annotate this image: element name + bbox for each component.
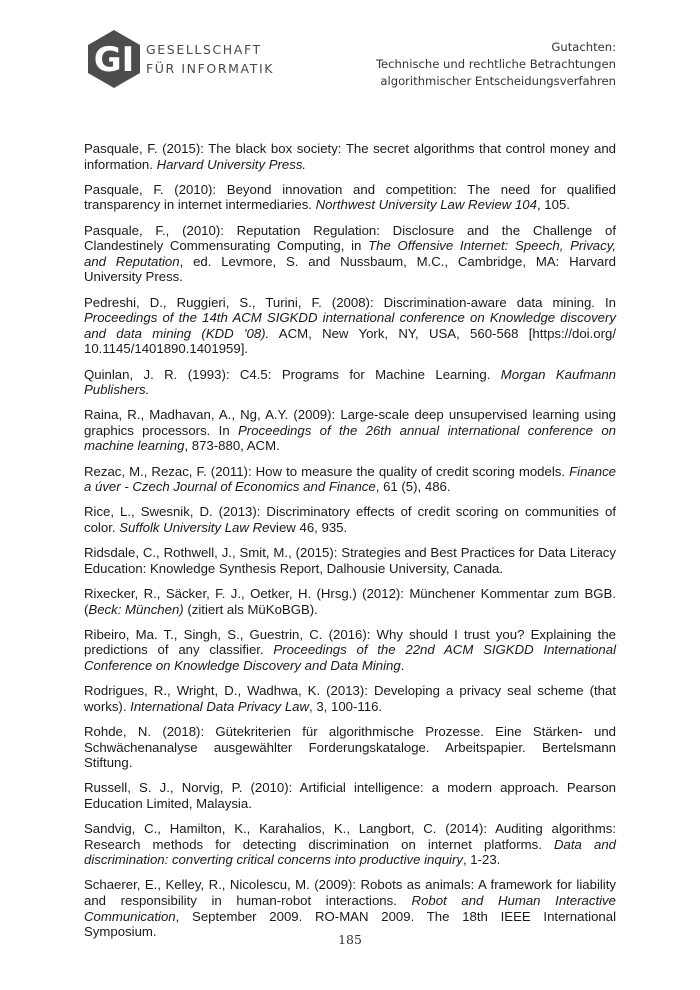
reference-entry <box>84 821 616 868</box>
reference-entry <box>84 627 616 674</box>
reference-entry <box>84 586 616 617</box>
reference-text: Russell, S. J., Norvig, P. (2010): Artificial intelligence: a modern approach. Pearson Education Limited, Malaysia. <box>84 780 616 811</box>
reference-text: ACM, New York, NY, USA, 560-568 [https://doi.org/ 10.1145/1401890.1401959]. <box>84 325 616 357</box>
reference-text: Pedreshi, D., Ruggieri, S., Turini, F. (2008): Discrimination-aware data mining. In <box>84 294 616 310</box>
reference-italic-text: Proceedings of the 14th ACM SIGKDD international conference on Knowledge discovery and data mining (KDD '08). <box>84 310 616 341</box>
gi-logo-mark <box>84 28 144 88</box>
reference-text: Pasquale, F., (2010): Reputation Regulation: Disclosure and the Challenge of Clandestinely Commensurating Computing, in <box>84 222 616 254</box>
reference-text: Rodrigues, R., Wright, D., Wadhwa, K. (2013): Developing a privacy seal scheme (that works). <box>84 683 616 714</box>
gi-logo <box>84 28 284 88</box>
doc-title-line: algorithmischer Entscheidungsverfahren <box>380 74 616 88</box>
reference-italic-text: Finance a úver - Czech Journal of Economics and Finance <box>84 463 616 495</box>
reference-text: (zitiert als MüKoBGB). <box>183 601 318 617</box>
doc-title-line: Technische und rechtliche Betrachtungen <box>375 57 616 71</box>
reference-entry <box>84 141 616 172</box>
reference-entry <box>84 683 616 714</box>
reference-text: . <box>400 657 405 673</box>
reference-italic-text: Morgan Kaufmann Publishers. <box>84 366 617 398</box>
reference-italic-text: Harvard University Press. <box>156 156 307 172</box>
reference-italic-text: Proceedings of the 26th annual international conference on machine learning <box>84 422 616 454</box>
reference-italic-text: Proceedings of the 22nd ACM SIGKDD International Conference on Knowledge Discovery and Data Mining <box>84 642 617 673</box>
svg-text:GI: GI <box>93 40 135 80</box>
reference-italic-text: Suffolk University Law Re <box>119 520 270 536</box>
document-title <box>376 39 616 90</box>
reference-italic-text: Robot and Human Interactive Communication <box>84 893 616 924</box>
reference-entry <box>84 464 616 495</box>
reference-text: Ribeiro, Ma. T., Singh, S., Guestrin, C. (2016): Why should I trust you? Explaining the predictions of any classifier. <box>84 626 616 658</box>
reference-italic-text: The Offensive Internet: Speech, Privacy, and Reputation <box>84 238 616 269</box>
reference-text: , 105. <box>536 197 570 213</box>
reference-entry <box>84 877 616 939</box>
reference-entry <box>84 182 616 213</box>
reference-text: Sandvig, C., Hamilton, K., Karahalios, K., Langbort, C. (2014): Auditing algorithms: Research methods for detecting discrimination on internet platforms. <box>84 821 616 852</box>
reference-text: , 3, 100-116. <box>309 698 383 714</box>
reference-entry <box>84 295 616 357</box>
doc-title-line: Gutachten: <box>551 40 616 54</box>
reference-entry <box>84 504 616 535</box>
reference-text: Rice, L., Swesnik, D. (2013): Discriminatory effects of credit scoring on communities of color. <box>84 504 616 536</box>
reference-text: Rezac, M., Rezac, F. (2011): How to measure the quality of credit scoring models. <box>84 463 570 479</box>
reference-text: Ridsdale, C., Rothwell, J., Smit, M., (2015): Strategies and Best Practices for Data Literacy Education: Knowledge Synthesis Report, Dalhousie University, Canada. <box>84 545 616 576</box>
reference-text: , September 2009. RO-MAN 2009. The 18th IEEE International Symposium. <box>84 908 616 940</box>
page-number: 185 <box>338 932 362 947</box>
reference-italic-text: Beck: München) <box>88 601 184 617</box>
reference-text: Schaerer, E., Kelley, R., Nicolescu, M. (2009): Robots as animals: A framework for liability and responsibility in human-robot interactions. <box>84 877 616 909</box>
reference-entry <box>84 780 616 811</box>
reference-text: Pasquale, F. (2015): The black box society: The secret algorithms that control money and information. <box>84 141 616 172</box>
reference-text: Rohde, N. (2018): Gütekriterien für algorithmische Prozesse. Eine Stärken- und Schwächenanalyse ausgewählter Forderungskataloge. Arbeitspapier. Bertelsmann Stiftung. <box>84 723 616 771</box>
reference-text: , 61 (5), 486. <box>375 479 451 495</box>
reference-entry <box>84 545 616 576</box>
reference-entry <box>84 724 616 771</box>
reference-list <box>84 141 616 949</box>
reference-text: view 46, 935. <box>269 520 348 536</box>
logo-line-2: FÜR INFORMATIK <box>146 61 275 76</box>
reference-text: Pasquale, F. (2010): Beyond innovation and competition: The need for qualified transparency in internet intermediaries. <box>84 181 616 213</box>
reference-italic-text: Northwest University Law Review 104 <box>315 197 537 213</box>
reference-text: Rixecker, R., Säcker, F. J., Oetker, H. (Hrsg.) (2012): Münchener Kommentar zum BGB. ( <box>84 586 616 617</box>
reference-italic-text: Data and discrimination: converting critical concerns into productive inquiry <box>84 836 616 868</box>
reference-text: Raina, R., Madhavan, A., Ng, A.Y. (2009): Large-scale deep unsupervised learning using graphics processors. In <box>84 407 616 438</box>
reference-text: , ed. Levmore, S. and Nussbaum, M.C., Cambridge, MA: Harvard University Press. <box>84 253 616 285</box>
reference-text: Quinlan, J. R. (1993): C4.5: Programs for Machine Learning. <box>84 366 501 382</box>
logo-line-1: GESELLSCHAFT <box>146 42 262 57</box>
reference-entry <box>84 223 616 285</box>
reference-entry <box>84 367 616 398</box>
reference-text: , 873-880, ACM. <box>184 438 280 454</box>
reference-italic-text: International Data Privacy Law <box>130 698 310 714</box>
reference-text: , 1-23. <box>462 852 501 868</box>
reference-entry <box>84 407 616 454</box>
